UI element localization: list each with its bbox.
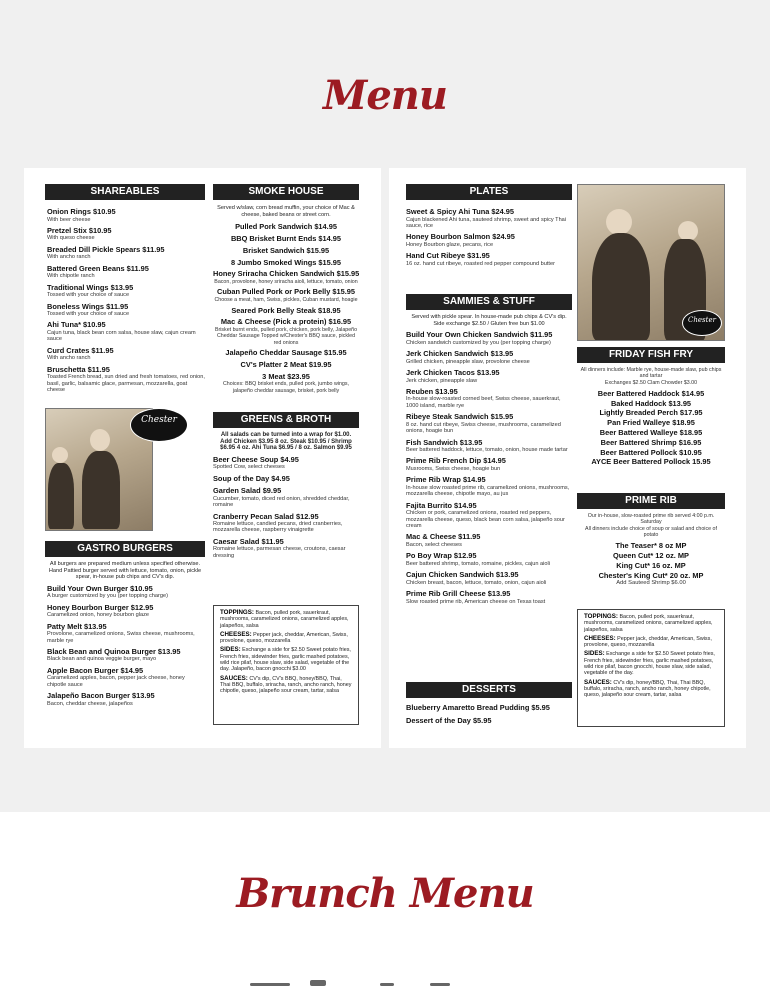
menu-item	[406, 533, 572, 548]
plates-header: PLATES	[406, 184, 572, 200]
option-text: CV's dip, honey/BBQ, Thai, Thai BBQ, buffalo, sriracha, ranch, ancho ranch, honey chipotle, queso, jalapeño sour cream, tartar, salsa	[584, 679, 711, 699]
greens-list	[213, 456, 359, 559]
fishfry-exchanges: Exchanges $2.50 Clam Chowder $3.00	[604, 379, 698, 386]
menu-item-name: Seared Pork Belly Steak $18.95	[231, 305, 341, 315]
primerib-intro: Our in-house, slow-roasted prime rib served 4:00 p.m. Saturday	[587, 513, 715, 526]
menu-item-name: Prime Rib French Dip $14.95	[406, 456, 506, 466]
menu-item-description: In-house slow-roasted corned beef, Swiss cheese, sauerkraut, 1000 island, marble rye	[406, 396, 561, 409]
fishfry-list	[577, 389, 725, 467]
smokehouse-intro: Served w/slaw, corn bread muffin, your choice of Mac & cheese, baked beans or street corn.	[217, 205, 355, 218]
menu-item-name: Chester's King Cut* 20 oz. MP	[598, 570, 704, 580]
menu-item-description: Cajun blackened Ahi tuna, sauteed shrimp, sweet and spicy Thai sauce, rice	[406, 216, 567, 229]
menu-item-description: Cucumber, tomato, diced red onion, shredded cheddar, romaine	[213, 495, 350, 509]
menu-item-name: CV's Platter 2 Meat $19.95	[240, 359, 332, 369]
chester-logo: Chester	[130, 408, 188, 442]
menu-item	[47, 227, 205, 242]
menu-item-name: Ahi Tuna* $10.95	[47, 320, 106, 330]
menu-item	[406, 369, 572, 384]
menu-item-name: Queen Cut* 12 oz. MP	[613, 550, 689, 560]
menu-item-description: Grilled chicken, pineapple slaw, provolone cheese	[406, 358, 530, 365]
menu-item-description: With beer cheese	[47, 216, 91, 223]
menu-item	[213, 348, 359, 358]
menu-item-name: Breaded Dill Pickle Spears $11.95	[47, 244, 165, 254]
menu-item	[213, 372, 359, 394]
menu-item	[406, 476, 572, 497]
option-group	[584, 614, 718, 633]
shareables-header: SHAREABLES	[45, 184, 205, 200]
menu-item-name: Cuban Pulled Pork or Pork Belly $15.95	[216, 287, 355, 297]
brunch-section	[0, 812, 770, 987]
menu-item-name: Build Your Own Burger $10.95	[47, 583, 153, 593]
menu-item-name: Beer Battered Haddock $14.95	[597, 388, 705, 398]
menu-item	[406, 717, 572, 726]
menu-item-description: 16 oz. hand cut ribeye, roasted red pepper compound butter	[406, 260, 555, 267]
menu-item-description: Beer battered shrimp, tomato, romaine, pickles, cajun aioli	[406, 560, 550, 567]
menu-item-name: Blueberry Amaretto Bread Pudding $5.95	[406, 703, 550, 712]
option-group	[220, 632, 352, 645]
brunch-title: Brunch Menu	[236, 870, 534, 917]
menu-item-description: Brisket burnt ends, pulled pork, chicken, pork belly, Jalapeño Cheddar Sausage Topped w/Chester's BBQ sauce, pickled red onions	[214, 327, 358, 346]
menu-item-name: Patty Melt $13.95	[47, 621, 107, 631]
menu-item	[47, 585, 205, 600]
option-text: Bacon, pulled pork, sauerkraut, mushrooms, caramelized onions, caramelized apples, jalapeños, salsa	[584, 614, 713, 633]
smokehouse-section	[213, 184, 359, 394]
option-group	[220, 676, 352, 695]
option-text: Bacon, pulled pork, sauerkraut, mushrooms, caramelized onions, caramelized apples, jalapeños, salsa	[220, 610, 349, 629]
menu-item	[213, 456, 359, 471]
fishfry-header: FRIDAY FISH FRY	[577, 347, 725, 363]
menu-item	[47, 667, 205, 688]
menu-item-name: Pan Fried Walleye $18.95	[607, 418, 695, 428]
menu-item-name: Soup of the Day $4.95	[213, 473, 290, 483]
chester-logo-right: Chester	[682, 310, 722, 336]
menu-item-name: Garden Salad $9.95	[213, 486, 282, 496]
menu-item-name: Prime Rib Wrap $14.95	[406, 475, 486, 485]
menu-item-name: Sweet & Spicy Ahi Tuna $24.95	[406, 207, 515, 216]
menu-item-name: Jerk Chicken Sandwich $13.95	[406, 349, 514, 359]
plates-section	[406, 184, 572, 267]
menu-item-description: Caramelized apples, bacon, pepper jack cheese, honey chipotle sauce	[47, 675, 185, 688]
menu-item-name: Brisket Sandwich $15.95	[242, 245, 330, 255]
menu-item-name: Jalapeño Cheddar Sausage $15.95	[225, 348, 347, 358]
menu-item-description: Romaine lettuce, candied pecans, dried cranberries, mozzarella cheese, raspberry vinaigrette	[213, 521, 343, 534]
menu-item-name: Fajita Burrito $14.95	[406, 500, 477, 510]
menu-item-name: Po Boy Wrap $12.95	[406, 551, 477, 561]
primerib-header: PRIME RIB	[577, 493, 725, 509]
menu-item-name: Mac & Cheese $11.95	[406, 532, 481, 542]
menu-item-name: Beer Battered Pollock $10.95	[600, 447, 702, 457]
menu-item	[406, 233, 572, 248]
menu-page-right[interactable]	[389, 168, 746, 748]
menu-item-name: Caesar Salad $11.95	[213, 536, 284, 546]
option-group	[220, 647, 352, 672]
menu-item-name: Honey Sriracha Chicken Sandwich $15.95	[213, 269, 360, 279]
menu-item-description: Tossed with your choice of sauce	[47, 311, 130, 318]
menu-item	[213, 317, 359, 346]
menu-item-description: Black bean and quinoa veggie burger, mayo	[47, 656, 157, 663]
menu-item-description: Slow roasted prime rib, American cheese on Texas toast	[406, 598, 546, 605]
option-group	[584, 636, 718, 649]
menu-item-description: With ancho ranch	[47, 355, 91, 362]
menu-item-description: Bacon, provolone, honey sriracha aioli, lettuce, tomato, onion	[214, 279, 358, 286]
menu-item-name: Lightly Breaded Perch $17.95	[599, 408, 703, 418]
menu-item-name: Curd Crates $11.95	[47, 345, 114, 355]
menu-item-name: Beer Cheese Soup $4.95	[213, 454, 299, 464]
menu-item-name: Apple Bacon Burger $14.95	[47, 665, 144, 675]
option-label: SIDES:	[584, 650, 605, 658]
menu-item-name: Onion Rings $10.95	[47, 207, 116, 216]
desserts-section	[406, 682, 572, 725]
fishfry-intro: All dinners include: Marble rye, house-made slaw, pub chips and tartar	[580, 367, 722, 380]
menu-item-name: Reuben $13.95	[406, 386, 458, 396]
option-text: Pepper jack, cheddar, American, Swiss, provolone, queso, mozzarella	[584, 635, 712, 649]
right-options-box	[577, 609, 725, 727]
sammies-header: SAMMIES & STUFF	[406, 294, 572, 310]
menu-item-name: Hand Cut Ribeye $31.95	[406, 251, 490, 261]
primerib-addon: Add Sauteed Shrimp $6.00	[616, 580, 686, 587]
menu-item-description: 8 oz. hand cut ribeye, Swiss cheese, mushrooms, caramelized onions, hoagie bun	[406, 421, 561, 435]
menu-item-description: With ancho ranch	[47, 254, 91, 261]
primerib-section	[577, 493, 725, 587]
menu-item-name: 3 Meat $23.95	[262, 371, 310, 381]
plates-list	[406, 200, 572, 267]
menu-item-description: Bacon, select cheeses	[406, 541, 462, 548]
shareables-section	[45, 184, 205, 393]
menu-item	[213, 487, 359, 508]
option-label: TOPPINGS:	[220, 609, 254, 616]
menu-item	[406, 571, 572, 586]
menu-item-description: Honey Bourbon glaze, pecans, rice	[406, 241, 494, 248]
menu-item-description: Romaine lettuce, parmesan cheese, croutons, caesar dressing	[213, 546, 346, 559]
menu-item-name: Beer Battered Walleye $18.95	[599, 428, 703, 438]
menu-item	[406, 502, 572, 530]
menu-item-name: Beer Battered Shrimp $16.95	[600, 437, 702, 447]
menu-item-description: Provolone, caramelized onions, Swiss cheese, mushrooms, marble rye	[47, 631, 195, 644]
menu-item-description: Spotted Cow, select cheeses	[213, 464, 285, 471]
menu-item-description: Chicken breast, bacon, lettuce, tomato, onion, cajun aioli	[406, 579, 547, 586]
menu-item-description: Beer battered haddock, lettuce, tomato, onion, house made tartar	[406, 447, 568, 454]
menu-item	[47, 692, 205, 707]
shareables-list	[45, 200, 205, 393]
menu-item	[213, 234, 359, 244]
menu-item-description: With queso cheese	[47, 235, 95, 242]
sammies-list	[406, 331, 572, 605]
desserts-header: DESSERTS	[406, 682, 572, 698]
menu-item	[406, 457, 572, 472]
menu-item-name: Honey Bourbon Salmon $24.95	[406, 232, 515, 242]
menu-item-name: 8 Jumbo Smoked Wings $15.95	[230, 257, 341, 267]
menu-item-description: Choices: BBQ brisket ends, pulled pork, jumbo wings, jalapeño cheddar sausage, brisket, pork belly	[222, 381, 349, 394]
menu-item-description: Jerk chicken, pineapple slaw	[406, 377, 478, 384]
menu-item	[406, 350, 572, 365]
primerib-intro2: All dinners include choice of soup or salad and choice of potato	[585, 525, 717, 538]
menu-item-name: King Cut* 16 oz. MP	[616, 560, 686, 570]
menu-item	[406, 413, 572, 434]
brunch-image-edge	[240, 977, 530, 987]
menu-item-description: In-house slow roasted prime rib, caramelized onions, mushrooms, mozzarella cheese, chipotle mayo, au jus	[406, 484, 570, 498]
option-label: TOPPINGS:	[584, 613, 618, 620]
menu-item-description: A burger customized by you (per topping charge)	[47, 593, 168, 600]
option-group	[584, 680, 718, 699]
option-label: SAUCES:	[584, 678, 612, 686]
menu-item	[47, 347, 205, 362]
menu-item-name: Mac & Cheese (Pick a protein) $16.95	[220, 317, 352, 327]
option-text: CV's dip, CV's BBQ, honey/BBQ, Thai, Thai BBQ, buffalo, sriracha, ranch, ancho ranch, honey chipotle, queso, jalapeño sour cream, tartar, salsa	[220, 675, 352, 695]
menu-item-name: Build Your Own Chicken Sandwich $11.95	[406, 330, 553, 340]
fishfry-section	[577, 347, 725, 467]
option-label: CHEESES:	[584, 634, 616, 642]
option-group	[584, 651, 718, 676]
menu-item-name: Traditional Wings $13.95	[47, 282, 134, 292]
desserts-list	[406, 698, 572, 725]
menu-item-description: Chicken or pork, caramelized onions, roasted red peppers, mozzarella cheese, queso, black bean corn salsa, jalapeño sour cream	[406, 510, 565, 529]
option-text: Exchange a side for $2.50 Sweet potato fries, French fries, sidewinder fries, garlic mashed potatoes, wild rice pilaf, house slaw, side salad, vegetable of the day. Jalapeño, bacon gnocchi $3.00	[220, 647, 351, 673]
menu-item-description: Bacon, cheddar cheese, jalapeños	[47, 700, 133, 707]
menu-item-name: Pretzel Stix $10.95	[47, 225, 112, 235]
option-text: Pepper jack, cheddar, American, Swiss, provolone, queso, mozzarella	[220, 631, 348, 645]
menu-item	[213, 269, 359, 285]
menu-item	[213, 538, 359, 559]
menu-item-name: Black Bean and Quinoa Burger $13.95	[47, 646, 181, 656]
menu-item-name: AYCE Beer Battered Pollock 15.95	[591, 457, 711, 467]
menu-item	[47, 623, 205, 644]
menu-item-name: Dessert of the Day $5.95	[406, 715, 492, 725]
menu-page-left[interactable]	[24, 168, 381, 748]
menu-item-description: Musrooms, Swiss cheese, hoagie bun	[406, 465, 501, 472]
sammies-intro: Served with pickle spear. In house-made pub chips & CV's dip. Side exchange $2.50 / Gluten free bun $1.00	[411, 314, 567, 327]
menu-item-name: Battered Green Beans $11.95	[47, 263, 149, 273]
menu-item	[213, 222, 359, 232]
menu-item-name: Jalapeño Bacon Burger $13.95	[47, 691, 155, 701]
menu-item-name: Honey Bourbon Burger $12.95	[47, 602, 154, 612]
menu-item	[47, 604, 205, 619]
gastro-burgers-intro: All burgers are prepared medium unless specified otherwise. Hand Pattied burger served with lettuce, tomato, onion, pickle spear, in-house pub chips and CV's dip.	[48, 561, 202, 581]
menu-item	[47, 246, 205, 261]
menu-item	[47, 265, 205, 280]
menu-item	[47, 648, 205, 663]
menu-item	[47, 284, 205, 299]
menu-item	[406, 552, 572, 567]
menu-item	[213, 287, 359, 303]
menu-item	[406, 208, 572, 229]
menu-item-name: Prime Rib Grill Cheese $13.95	[406, 589, 511, 599]
menu-title: Menu	[323, 72, 447, 119]
menu-item	[213, 513, 359, 534]
menu-item	[213, 246, 359, 256]
menu-item	[47, 366, 205, 394]
menu-item-name: Pulled Pork Sandwich $14.95	[235, 222, 337, 232]
menu-item-description: Cajun tuna, black bean corn salsa, house slaw, cajun cream sauce	[47, 329, 196, 343]
menu-item	[406, 331, 572, 346]
gastro-burgers-section	[45, 541, 205, 707]
menu-item-name: Bruschetta $11.95	[47, 364, 110, 374]
menu-item	[406, 590, 572, 605]
primerib-list	[577, 541, 725, 580]
menu-item	[406, 439, 572, 454]
menu-item-name: Boneless Wings $11.95	[47, 301, 129, 311]
menu-item-name: Fish Sandwich $13.95	[406, 437, 483, 447]
option-label: SIDES:	[220, 646, 241, 654]
menu-item-description: Toasted French bread, sun dried and fresh tomatoes, red onion, basil, garlic, balsamic glace, parmesan, mozzarella, goat cheese	[47, 374, 205, 393]
menu-item-name: Baked Haddock $13.95	[610, 398, 692, 408]
option-label: CHEESES:	[220, 630, 252, 638]
menu-item	[406, 388, 572, 409]
option-label: SAUCES:	[220, 674, 248, 682]
menu-item-name: BBQ Brisket Burnt Ends $14.95	[230, 233, 342, 243]
menu-item-name: Jerk Chicken Tacos $13.95	[406, 368, 500, 377]
gastro-burgers-header: GASTRO BURGERS	[45, 541, 205, 557]
menu-item-description: Caramelized onion, honey bourbon glaze	[47, 612, 149, 619]
left-options-box	[213, 605, 359, 725]
menu-item-description: Chicken sandwich customized by you (per topping charge)	[406, 339, 551, 346]
menu-item-name: Cranberry Pecan Salad $12.95	[213, 511, 319, 521]
menu-item	[47, 303, 205, 318]
option-group	[220, 610, 352, 629]
menu-item	[406, 704, 572, 713]
menu-item	[47, 208, 205, 223]
menu-item-description: Choose a meat, ham, Swiss, pickles, Cuban mustard, hoagie	[214, 297, 358, 304]
menu-item	[406, 252, 572, 267]
menu-item-name: The Teaser* 8 oz MP	[615, 541, 687, 551]
menu-item	[213, 306, 359, 316]
menu-item-name: Cajun Chicken Sandwich $13.95	[406, 570, 519, 580]
menu-item	[47, 321, 205, 342]
smokehouse-header: SMOKE HOUSE	[213, 184, 359, 200]
menu-item-name: Ribeye Steak Sandwich $15.95	[406, 412, 514, 422]
menu-item-description: Tossed with your choice of sauce	[47, 292, 130, 299]
sammies-section	[406, 294, 572, 605]
menu-item-description: With chipotle ranch	[47, 273, 95, 280]
greens-intro: All salads can be turned into a wrap for $1.00. Add Chicken $3.95 8 oz. Steak $10.95 / Shrimp $6.95 4 oz. Ahi Tuna $6.95 / 8 oz. Salmon $9.95	[220, 432, 352, 452]
smokehouse-list	[213, 222, 359, 394]
menu-item	[213, 258, 359, 268]
greens-header: GREENS & BROTH	[213, 412, 359, 428]
menu-item	[213, 475, 359, 484]
option-text: Exchange a side for $2.50 Sweet potato fries, French fries, sidewinder fries, garlic mashed potatoes, wild rice pilaf, bacon gnocchi, house slaw, side salad, vegetable of the day.	[584, 651, 715, 677]
gastro-burgers-list	[45, 585, 205, 707]
menu-item	[213, 360, 359, 370]
greens-section	[213, 412, 359, 559]
